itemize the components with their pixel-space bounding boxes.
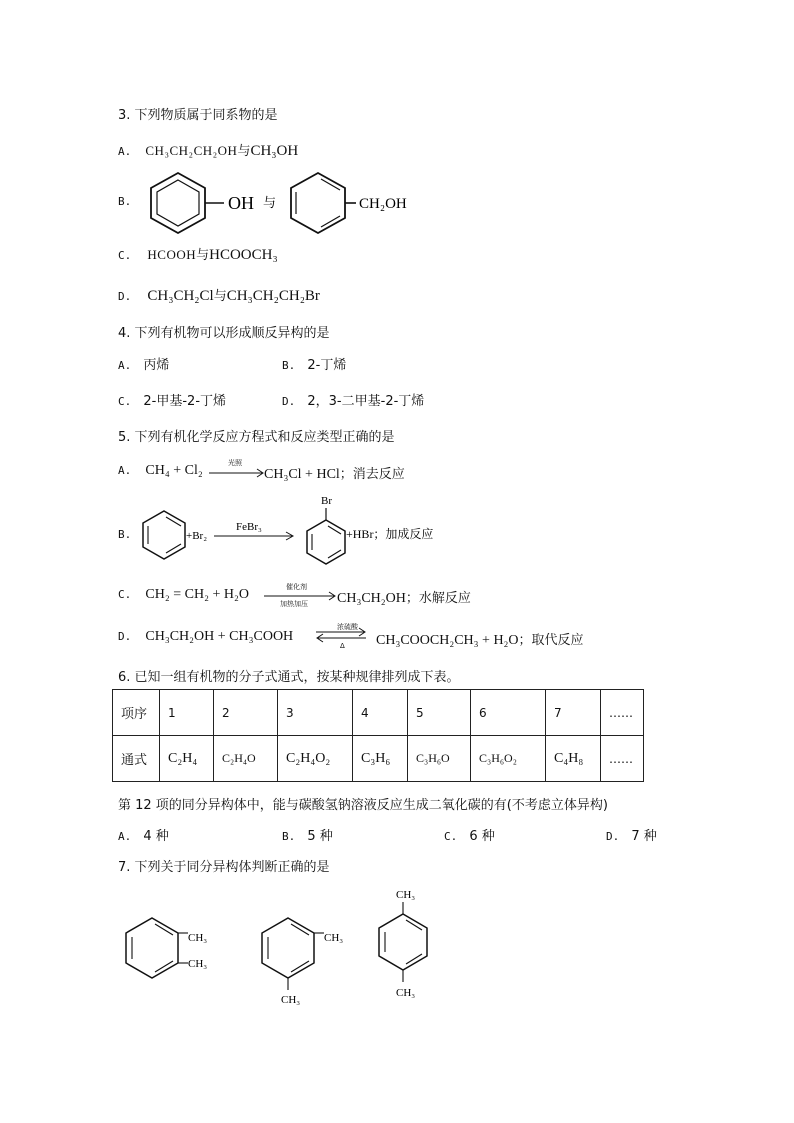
table-cell: C₂H₄O	[214, 736, 278, 782]
question-3-stem: 3. 下列物质属于同系物的是	[118, 108, 278, 123]
table-cell: C₃H₆O	[408, 736, 471, 782]
table-row	[113, 736, 644, 782]
reaction-type: ；水解反应	[405, 591, 471, 606]
reaction-arrow-icon	[214, 532, 293, 540]
table-cell: ……	[601, 736, 644, 782]
question-7-stem: 7. 下列关于同分异构体判断正确的是	[118, 860, 330, 875]
table-cell: 1	[160, 690, 214, 736]
table-cell: 6	[471, 690, 546, 736]
formula: CH₃OH	[250, 143, 299, 159]
question-6-stem: 6. 已知一组有机物的分子式通式，按某种规律排列成下表。	[118, 670, 460, 685]
q3-option-b-letter: B.	[118, 195, 132, 208]
formula: CH₃CH₂CH₂OH	[145, 143, 238, 158]
reversible-arrow-icon	[314, 627, 368, 643]
benzene-ring-icon	[143, 511, 185, 559]
equation-right: CH₃CH₂OH	[337, 591, 406, 606]
formula: HCOOCH₃	[209, 247, 278, 263]
formula: HCOOH	[147, 247, 197, 262]
q5-option-a: A. CH₄ + Cl₂	[118, 463, 203, 478]
reaction-arrow-icon	[208, 468, 266, 478]
q3-option-d: D. CH₃CH₂Cl与CH₃CH₂CH₂Br	[118, 288, 320, 304]
q5-option-c-right	[337, 587, 471, 607]
table-row	[113, 690, 644, 736]
connector-text: 与	[196, 248, 210, 263]
table-cell: 2	[214, 690, 278, 736]
q4-option-d: D. 2，3-二甲基-2-丁烯	[282, 394, 425, 409]
connector-text: 与	[237, 144, 251, 159]
para-xylene-ring-icon	[379, 902, 427, 982]
q3-option-c: C. HCOOH与HCOOCH₃	[118, 247, 278, 263]
table-cell: 5	[408, 690, 471, 736]
table-cell: C₃H₆	[353, 736, 408, 782]
reaction-condition-top: 浓硫酸	[337, 623, 358, 631]
bromo-substituent-label: Br	[321, 495, 332, 507]
table-cell: 7	[546, 690, 601, 736]
equation-left: CH₂ = CH₂ + H₂O	[145, 587, 249, 602]
methyl-label: CH₃	[188, 932, 208, 944]
q4-option-c: C. 2-甲基-2-丁烯	[118, 394, 227, 409]
methyl-label: CH₃	[188, 958, 208, 970]
bromobenzene-ring-icon	[307, 508, 345, 564]
methyl-label: CH₃	[324, 932, 344, 944]
q4-option-a: A. 丙烯	[118, 358, 170, 373]
q5-option-a-right	[264, 463, 405, 483]
table-cell: C₄H₈	[546, 736, 601, 782]
xylene-isomers-figure	[110, 880, 450, 1020]
q6-option-a: A. 4 种	[118, 829, 169, 844]
methyl-label: CH₃	[396, 889, 416, 901]
formula: CH₃CH₂CH₂Br	[226, 288, 320, 304]
formula: CH₃CH₂Cl	[147, 288, 214, 304]
option-letter: A.	[118, 145, 132, 158]
benzene-ring-icon	[151, 173, 224, 233]
q6-option-b: B. 5 种	[282, 829, 333, 844]
table-cell: C₃H₆O₂	[471, 736, 546, 782]
table-header-cell: 通式	[113, 736, 160, 782]
q4-option-b: B. 2-丁烯	[282, 358, 347, 373]
reaction-type: ；取代反应	[518, 633, 584, 648]
q3-option-b-structures	[138, 168, 428, 234]
q5-option-b-letter: B.	[118, 528, 132, 541]
q5-option-d: D. CH₃CH₂OH + CH₃COOH	[118, 629, 294, 644]
table-cell: 3	[278, 690, 353, 736]
hydroxyl-label: OH	[228, 193, 254, 213]
connector-text: 与	[213, 289, 227, 304]
reaction-condition-bottom: Δ	[340, 642, 345, 650]
catalyst-label: FeBr₃	[236, 521, 262, 533]
reaction-condition-bottom: 加热加压	[280, 600, 308, 608]
reagent-label: +Br₂	[186, 530, 208, 542]
methyl-label: CH₃	[281, 994, 301, 1006]
q5-option-d-right	[376, 629, 584, 649]
benzene-ring-icon	[291, 173, 356, 233]
table-header-cell: 项序	[113, 690, 160, 736]
table-cell: C₂H₄O₂	[278, 736, 353, 782]
formula-sequence-table	[112, 689, 644, 782]
table-cell: 4	[353, 690, 408, 736]
q6-option-d: D. 7 种	[606, 829, 657, 844]
product-label: +HBr；加成反应	[346, 527, 434, 541]
q3-option-a	[118, 140, 298, 160]
table-cell: ……	[601, 690, 644, 736]
table-cell: C₂H₄	[160, 736, 214, 782]
methyl-label: CH₃	[396, 987, 416, 999]
question-4-stem: 4. 下列有机物可以形成顺反异构的是	[118, 326, 330, 341]
ch2oh-label: CH₂OH	[359, 196, 407, 212]
equation-right: CH₃COOCH₂CH₃ + H₂O	[376, 633, 519, 648]
connector-text: 与	[263, 195, 277, 210]
equation-left: CH₄ + Cl₂	[145, 463, 203, 478]
ortho-xylene-ring-icon	[126, 918, 188, 978]
equation-right: CH₃Cl + HCl	[264, 467, 340, 482]
reaction-condition-top: 催化剂	[286, 583, 307, 591]
equation-left: CH₃CH₂OH + CH₃COOH	[145, 629, 294, 644]
reaction-type: ；消去反应	[339, 467, 405, 482]
question-5-stem: 5. 下列有机化学反应方程式和反应类型正确的是	[118, 430, 395, 445]
q5-option-c: C. CH₂ = CH₂ + H₂O	[118, 587, 249, 602]
q6-option-c: C. 6 种	[444, 829, 495, 844]
question-6-sub-stem: 第 12 项的同分异构体中，能与碳酸氢钠溶液反应生成二氧化碳的有(不考虑立体异构)	[118, 798, 608, 813]
q5-option-b-equation	[140, 490, 460, 570]
meta-xylene-ring-icon	[262, 918, 324, 990]
reaction-condition: 光照	[228, 459, 242, 467]
